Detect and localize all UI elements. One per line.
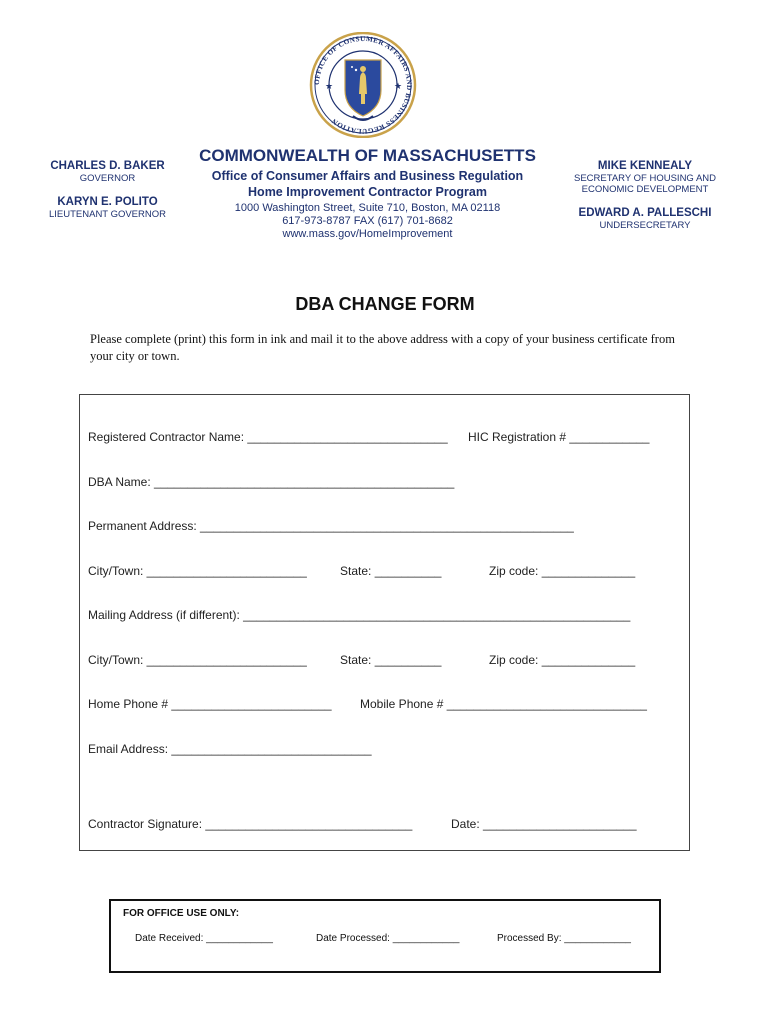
permanent-address-field[interactable]: Permanent Address: ________________________________________________________ [88, 519, 574, 533]
zip-code-field[interactable]: Zip code: ______________ [489, 564, 636, 578]
dba-form-box [79, 394, 690, 851]
dba-name-field[interactable]: DBA Name: _____________________________________________ [88, 475, 455, 489]
office-use-box [109, 899, 661, 973]
secretary-block [560, 160, 730, 195]
date-processed-field[interactable]: Date Processed: ____________ [316, 933, 460, 944]
office-website: www.mass.gov/HomeImprovement [282, 228, 453, 240]
seal-text: OFFICE OF CONSUMER AFFAIRS AND BUSINESS REGULATION [312, 34, 414, 136]
date-received-field[interactable]: Date Received: ____________ [135, 933, 273, 944]
mailing-address-field[interactable]: Mailing Address (if different): __________________________________________________________ [88, 608, 631, 622]
state-field[interactable]: State: __________ [340, 564, 442, 578]
contractor-signature-field[interactable]: Contractor Signature: _______________________________ [88, 817, 413, 831]
undersecretary-title: UNDERSECRETARY [599, 220, 691, 231]
governor-block [20, 160, 195, 184]
lt-governor-block [20, 196, 195, 220]
processed-by-field[interactable]: Processed By: ____________ [497, 933, 631, 944]
undersecretary-block [560, 207, 730, 231]
hic-registration-field[interactable]: HIC Registration # ____________ [468, 430, 650, 444]
mailing-state-field[interactable]: State: __________ [340, 653, 442, 667]
office-use-title: FOR OFFICE USE ONLY: [123, 908, 240, 919]
governor-name: CHARLES D. BAKER [50, 160, 165, 172]
email-address-field[interactable]: Email Address: ______________________________ [88, 742, 372, 756]
home-phone-field[interactable]: Home Phone # ________________________ [88, 697, 332, 711]
lt-governor-title: LIEUTENANT GOVERNOR [48, 209, 166, 220]
office-name: Office of Consumer Affairs and Business Regulation [211, 169, 524, 183]
secretary-title: SECRETARY OF HOUSING AND ECONOMIC DEVELOPMENT [574, 173, 716, 195]
mailing-city-town-field[interactable]: City/Town: ________________________ [88, 653, 307, 667]
svg-text:★: ★ [325, 81, 334, 91]
mailing-zip-code-field[interactable]: Zip code: ______________ [489, 653, 636, 667]
svg-text:★: ★ [394, 81, 403, 91]
form-title: DBA CHANGE FORM [295, 294, 475, 314]
commonwealth-title: COMMONWEALTH OF MASSACHUSETTS [199, 146, 536, 165]
form-instructions: Please complete (print) this form in ink and mail it to the above address with a copy of your business certificate from your city or town. [90, 332, 675, 363]
office-address: 1000 Washington Street, Suite 710, Boston, MA 02118 [234, 202, 501, 214]
contractor-name-field[interactable]: Registered Contractor Name: ______________________________ [88, 430, 448, 444]
governor-title: GOVERNOR [79, 173, 136, 184]
city-town-field[interactable]: City/Town: ________________________ [88, 564, 307, 578]
mobile-phone-field[interactable]: Mobile Phone # ______________________________ [360, 697, 647, 711]
office-phone: 617-973-8787 FAX (617) 701-8682 [282, 215, 453, 227]
program-name: Home Improvement Contractor Program [248, 185, 487, 199]
commonwealth-seal-logo [305, 32, 421, 138]
letterhead-center [190, 146, 545, 240]
signature-date-field[interactable]: Date: _______________________ [451, 817, 637, 831]
lt-governor-name: KARYN E. POLITO [57, 196, 158, 208]
secretary-name: MIKE KENNEALY [597, 160, 693, 172]
undersecretary-name: EDWARD A. PALLESCHI [578, 207, 712, 219]
